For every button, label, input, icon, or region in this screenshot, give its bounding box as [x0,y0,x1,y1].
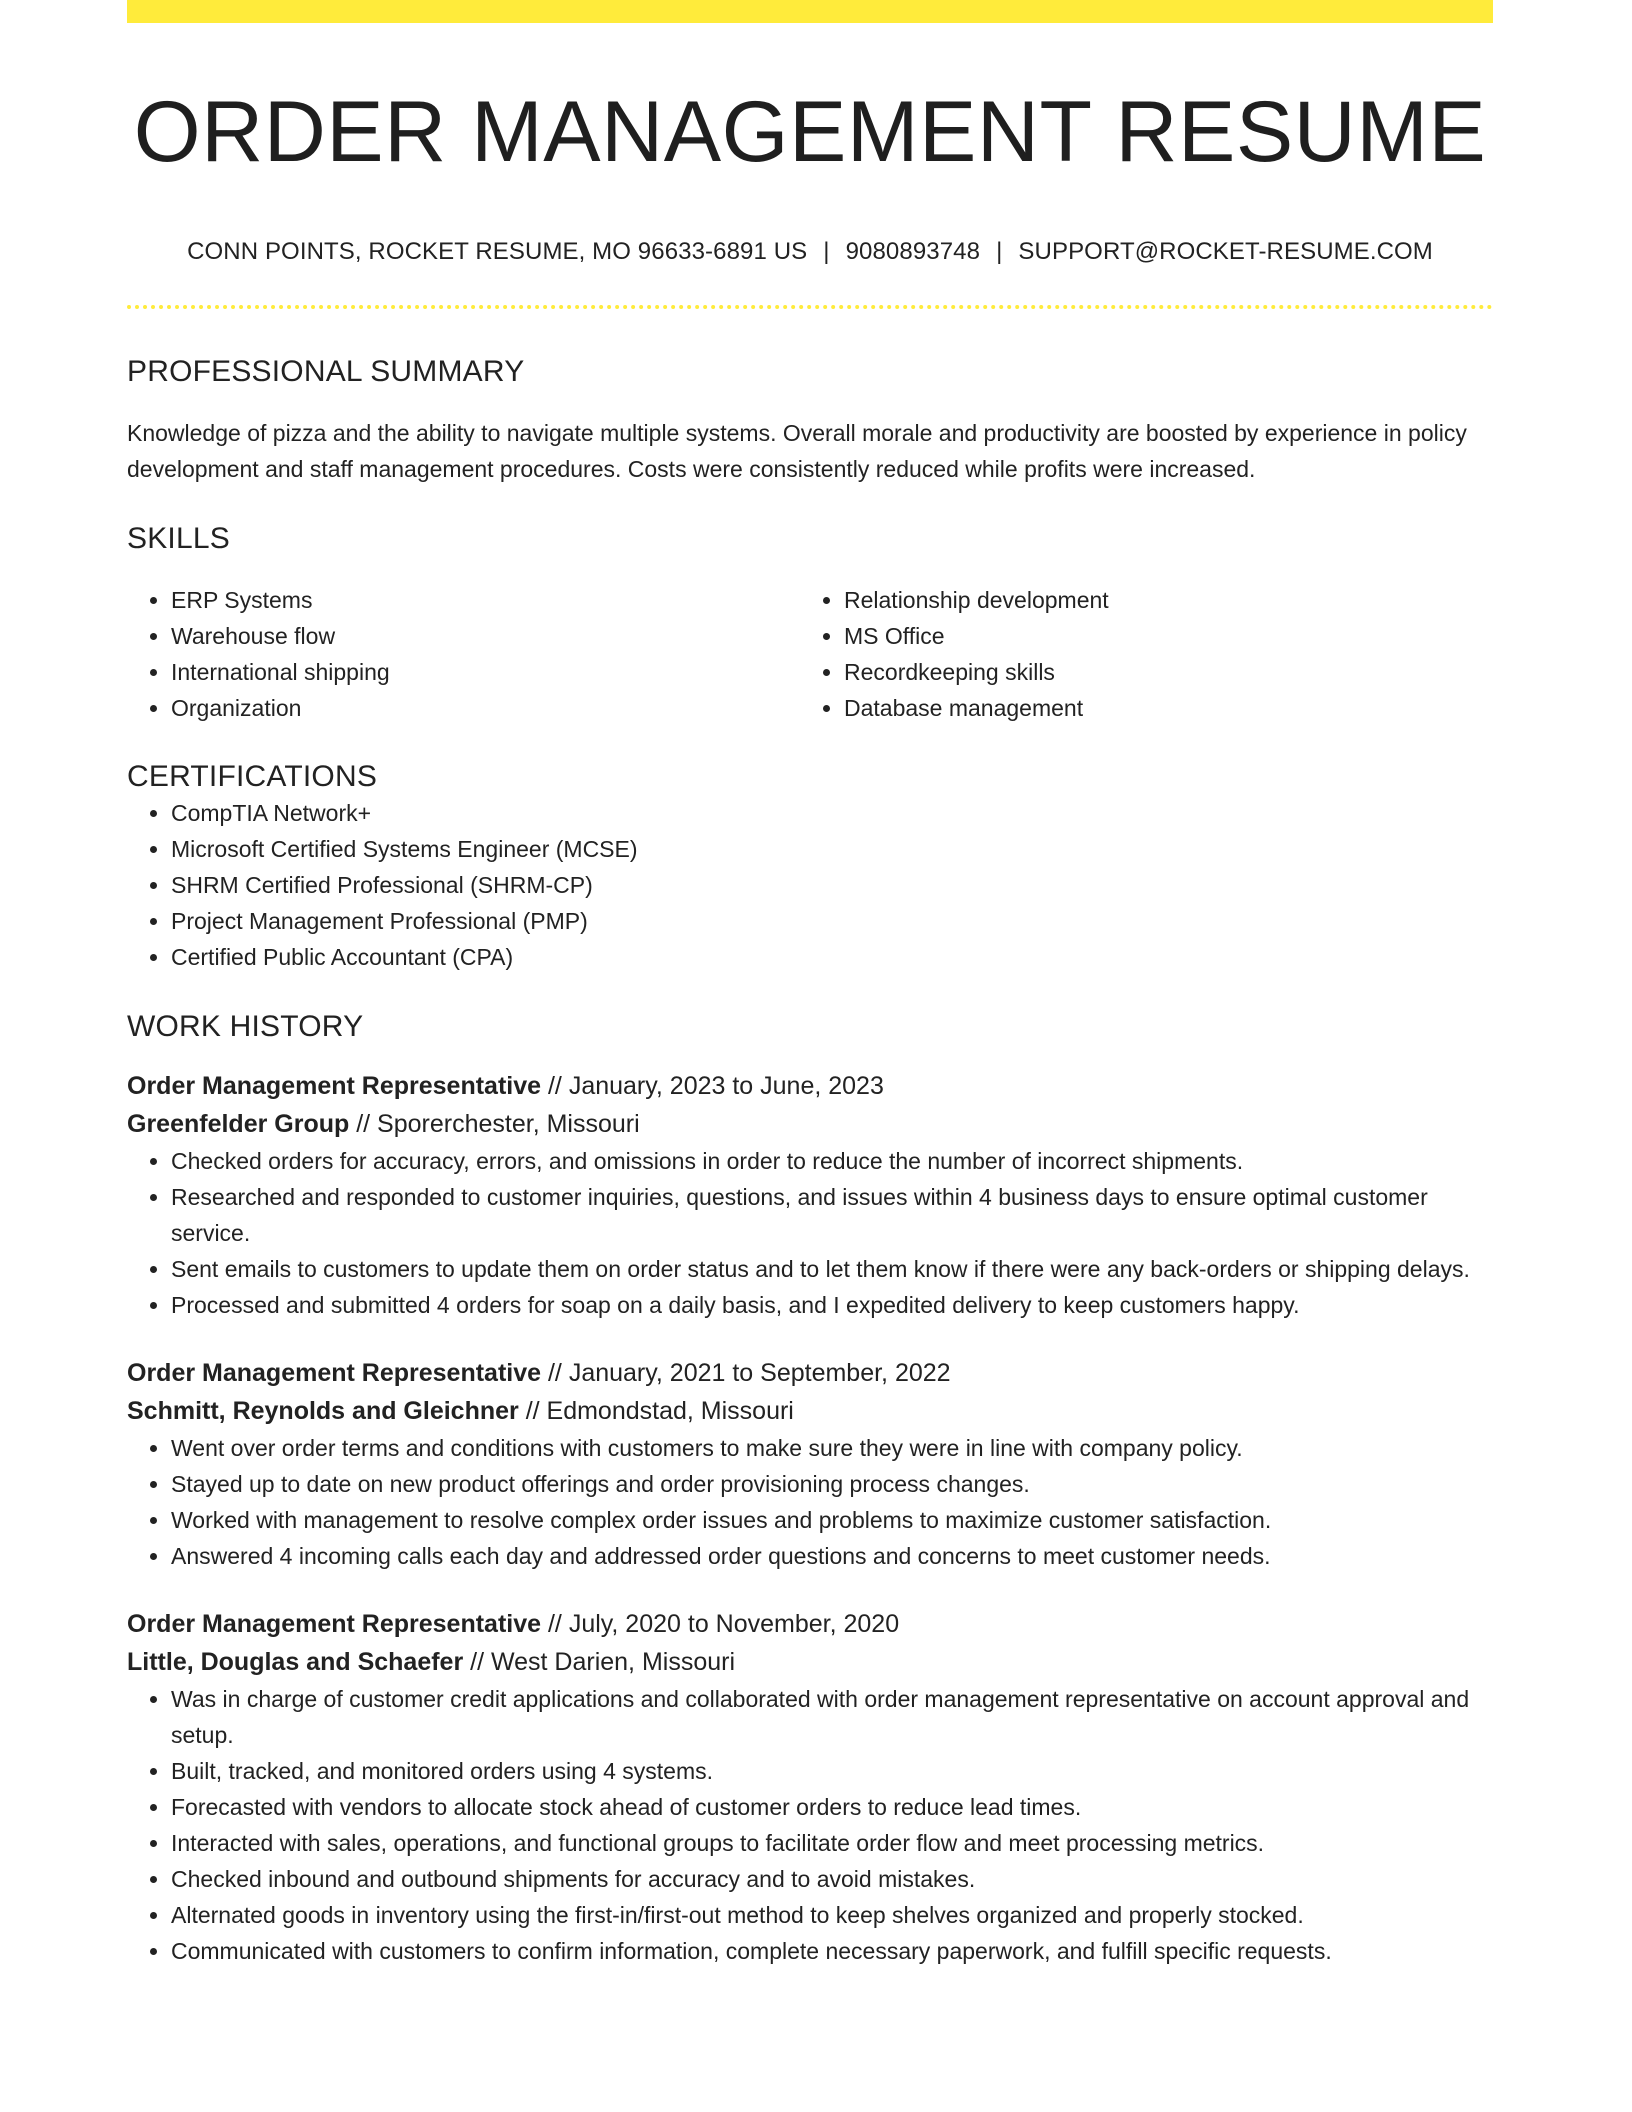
job-bullet: • Processed and submitted 4 orders for soap on a daily basis, and I expedited delivery to keep customers happy. [171,1287,1493,1323]
job-entry [127,1067,1493,1323]
job-role: Order Management Representative [127,1610,542,1639]
job-bullet: • Interacted with sales, operations, and functional groups to facilitate order flow and meet processing metrics. [171,1825,1493,1861]
resume-page [127,0,1493,1969]
skills-left-list [127,582,800,726]
certification-item: • Project Management Professional (PMP) [171,903,1493,939]
job-title-line [127,1354,1493,1392]
job-role: Order Management Representative [127,1359,542,1388]
job-role: Order Management Representative [127,1072,542,1101]
job-entry [127,1354,1493,1574]
job-bullet: • Worked with management to resolve complex order issues and problems to maximize customer satisfaction. [171,1502,1493,1538]
job-bullet: • Went over order terms and conditions with customers to make sure they were in line with company policy. [171,1430,1493,1466]
accent-top-bar [127,0,1493,23]
skills-right-column [800,582,1473,726]
job-location: // West Darien, Missouri [463,1648,736,1677]
job-company: Greenfelder Group [127,1110,350,1139]
skill-item: • MS Office [844,618,1473,654]
certifications-heading: CERTIFICATIONS [127,760,378,794]
job-dates: // January, 2023 to June, 2023 [541,1072,884,1101]
certification-item: • Certified Public Accountant (CPA) [171,939,1493,975]
job-bullet: • Was in charge of customer credit applications and collaborated with order management representative on account approval and setup. [171,1681,1493,1753]
job-bullet: • Stayed up to date on new product offerings and order provisioning process changes. [171,1466,1493,1502]
job-bullet: • Checked inbound and outbound shipments for accuracy and to avoid mistakes. [171,1861,1493,1897]
certification-item: • SHRM Certified Professional (SHRM-CP) [171,867,1493,903]
job-dates: // July, 2020 to November, 2020 [541,1610,900,1639]
job-bullet: • Built, tracked, and monitored orders using 4 systems. [171,1753,1493,1789]
skills-left-column [127,582,800,726]
job-bullet: • Sent emails to customers to update them on order status and to let them know if there were any back-orders or shipping delays. [171,1251,1493,1287]
job-title-line [127,1605,1493,1643]
certifications-list [127,795,1493,975]
skills-heading: SKILLS [127,522,230,556]
job-bullets [127,1143,1493,1323]
skill-item: • Recordkeeping skills [844,654,1473,690]
skills-right-list [800,582,1473,726]
contact-separator: | [823,237,830,265]
job-bullets [127,1681,1493,1969]
skill-item: • Database management [844,690,1473,726]
contact-separator: | [996,237,1003,265]
summary-text: Knowledge of pizza and the ability to navigate multiple systems. Overall morale and productivity are boosted by experience in policy development and staff management procedures. Costs were consistently reduced while profits were increased. [127,420,1467,483]
contact-address: CONN POINTS, ROCKET RESUME, MO 96633-6891 US [187,237,808,265]
job-bullet: • Answered 4 incoming calls each day and addressed order questions and concerns to meet customer needs. [171,1538,1493,1574]
summary-heading: PROFESSIONAL SUMMARY [127,355,525,389]
job-bullets [127,1430,1493,1574]
skill-item: • Organization [171,690,800,726]
job-company-line [127,1392,1493,1430]
job-entry [127,1605,1493,1969]
dotted-divider [127,305,1493,309]
job-company: Schmitt, Reynolds and Gleichner [127,1397,519,1426]
skill-item: • Relationship development [844,582,1473,618]
job-location: // Edmondstad, Missouri [518,1397,794,1426]
job-company: Little, Douglas and Schaefer [127,1648,464,1677]
work-history-heading: WORK HISTORY [127,1010,364,1044]
skill-item: • International shipping [171,654,800,690]
certification-item: • CompTIA Network+ [171,795,1493,831]
job-title-line [127,1067,1493,1105]
contact-email: SUPPORT@ROCKET-RESUME.COM [1018,237,1433,265]
job-company-line [127,1105,1493,1143]
skill-item: • ERP Systems [171,582,800,618]
job-bullet: • Forecasted with vendors to allocate stock ahead of customer orders to reduce lead times. [171,1789,1493,1825]
job-bullet: • Communicated with customers to confirm information, complete necessary paperwork, and fulfill specific requests. [171,1933,1493,1969]
job-bullet: • Researched and responded to customer inquiries, questions, and issues within 4 business days to ensure optimal customer service. [171,1179,1493,1251]
contact-line [127,238,1493,267]
skill-item: • Warehouse flow [171,618,800,654]
job-dates: // January, 2021 to September, 2022 [541,1359,951,1388]
resume-title: ORDER MANAGEMENT RESUME [133,84,1487,180]
contact-phone: 9080893748 [845,237,981,265]
job-location: // Sporerchester, Missouri [349,1110,640,1139]
skills-columns [127,582,1493,726]
certification-item: • Microsoft Certified Systems Engineer (MCSE) [171,831,1493,867]
job-bullet: • Checked orders for accuracy, errors, and omissions in order to reduce the number of incorrect shipments. [171,1143,1493,1179]
job-bullet: • Alternated goods in inventory using the first-in/first-out method to keep shelves organized and properly stocked. [171,1897,1493,1933]
job-company-line [127,1643,1493,1681]
